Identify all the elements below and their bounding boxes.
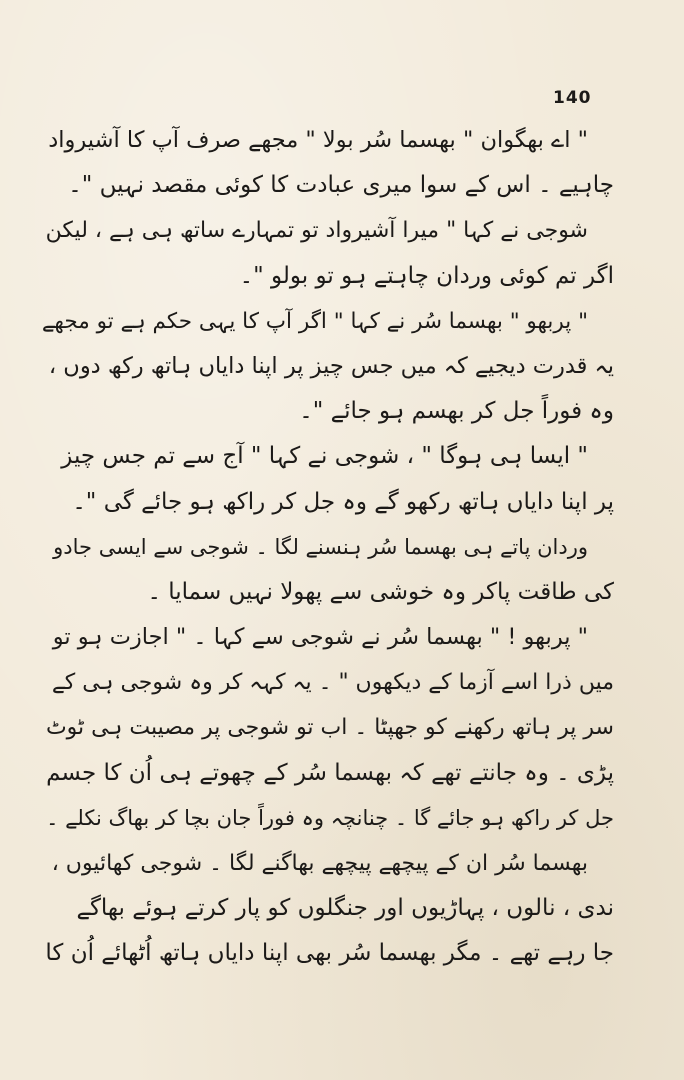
text-line: جا رہے تھے ۔ مگر بھسما سُر بھی اپنا دایاں ہاتھ اُٹھائے اُن کا [45, 940, 614, 967]
text-line: یہ قدرت دیجیے کہ میں جس چیز پر اپنا دایاں ہاتھ رکھ دوں ، [48, 352, 614, 379]
text-line: پر اپنا دایاں ہاتھ رکھو گے وہ جل کر راکھ ہو جائے گی "۔ [72, 488, 614, 515]
text-line: شوجی نے کہا " میرا آشیرواد تو تمہارے ساتھ ہی ہے ، لیکن [45, 218, 588, 244]
text-line: پڑی ۔ وہ جانتے تھے کہ بھسما سُر کے چھوتے ہی اُن کا جسم [46, 759, 614, 786]
text-line: " پربھو ! " بھسما سُر نے شوجی سے کہا ۔ " اجازت ہو تو [52, 624, 588, 651]
text-line: جل کر راکھ ہو جائے گا ۔ چنانچہ وہ فوراً جان بچا کر بھاگ نکلے ۔ [46, 805, 614, 830]
text-line: " اے بھگوان " بھسما سُر بولا " مجھے صرف آپ کا آشیرواد [48, 127, 588, 153]
page-number: 140 [553, 88, 592, 108]
text-line: " ایسا ہی ہوگا " ، شوجی نے کہا " آج سے تم جس چیز [61, 443, 588, 470]
text-line: کی طاقت پاکر وہ خوشی سے پھولا نہیں سمایا ۔ [147, 578, 614, 605]
text-line: میں ذرا اسے آزما کے دیکھوں " ۔ یہ کہہ کر وہ شوجی ہی کے [51, 670, 614, 696]
text-line: " پربھو " بھسما سُر نے کہا " اگر آپ کا یہی حکم ہے تو مجھے [42, 308, 588, 334]
urdu-text-block [42, 118, 614, 977]
text-line: سر پر ہاتھ رکھنے کو جھپٹا ۔ اب تو شوجی پر مصیبت ہی ٹوٹ [45, 715, 614, 741]
text-line: اگر تم کوئی وردان چاہتے ہو تو بولو "۔ [239, 262, 614, 289]
text-line: وردان پاتے ہی بھسما سُر ہنسنے لگا ۔ شوجی سے ایسی جادو [53, 534, 588, 559]
text-line: ندی ، نالوں ، پہاڑیوں اور جنگلوں کو پار کرتے ہوئے بھاگے [76, 895, 614, 922]
text-line: وہ فوراً جل کر بھسم ہو جائے "۔ [299, 398, 614, 425]
text-line: بھسما سُر ان کے پیچھے پیچھے بھاگنے لگا ۔ شوجی کھائیوں ، [51, 851, 588, 876]
text-line: چاہیے ۔ اس کے سوا میری عبادت کا کوئی مقصد نہیں "۔ [68, 172, 614, 199]
